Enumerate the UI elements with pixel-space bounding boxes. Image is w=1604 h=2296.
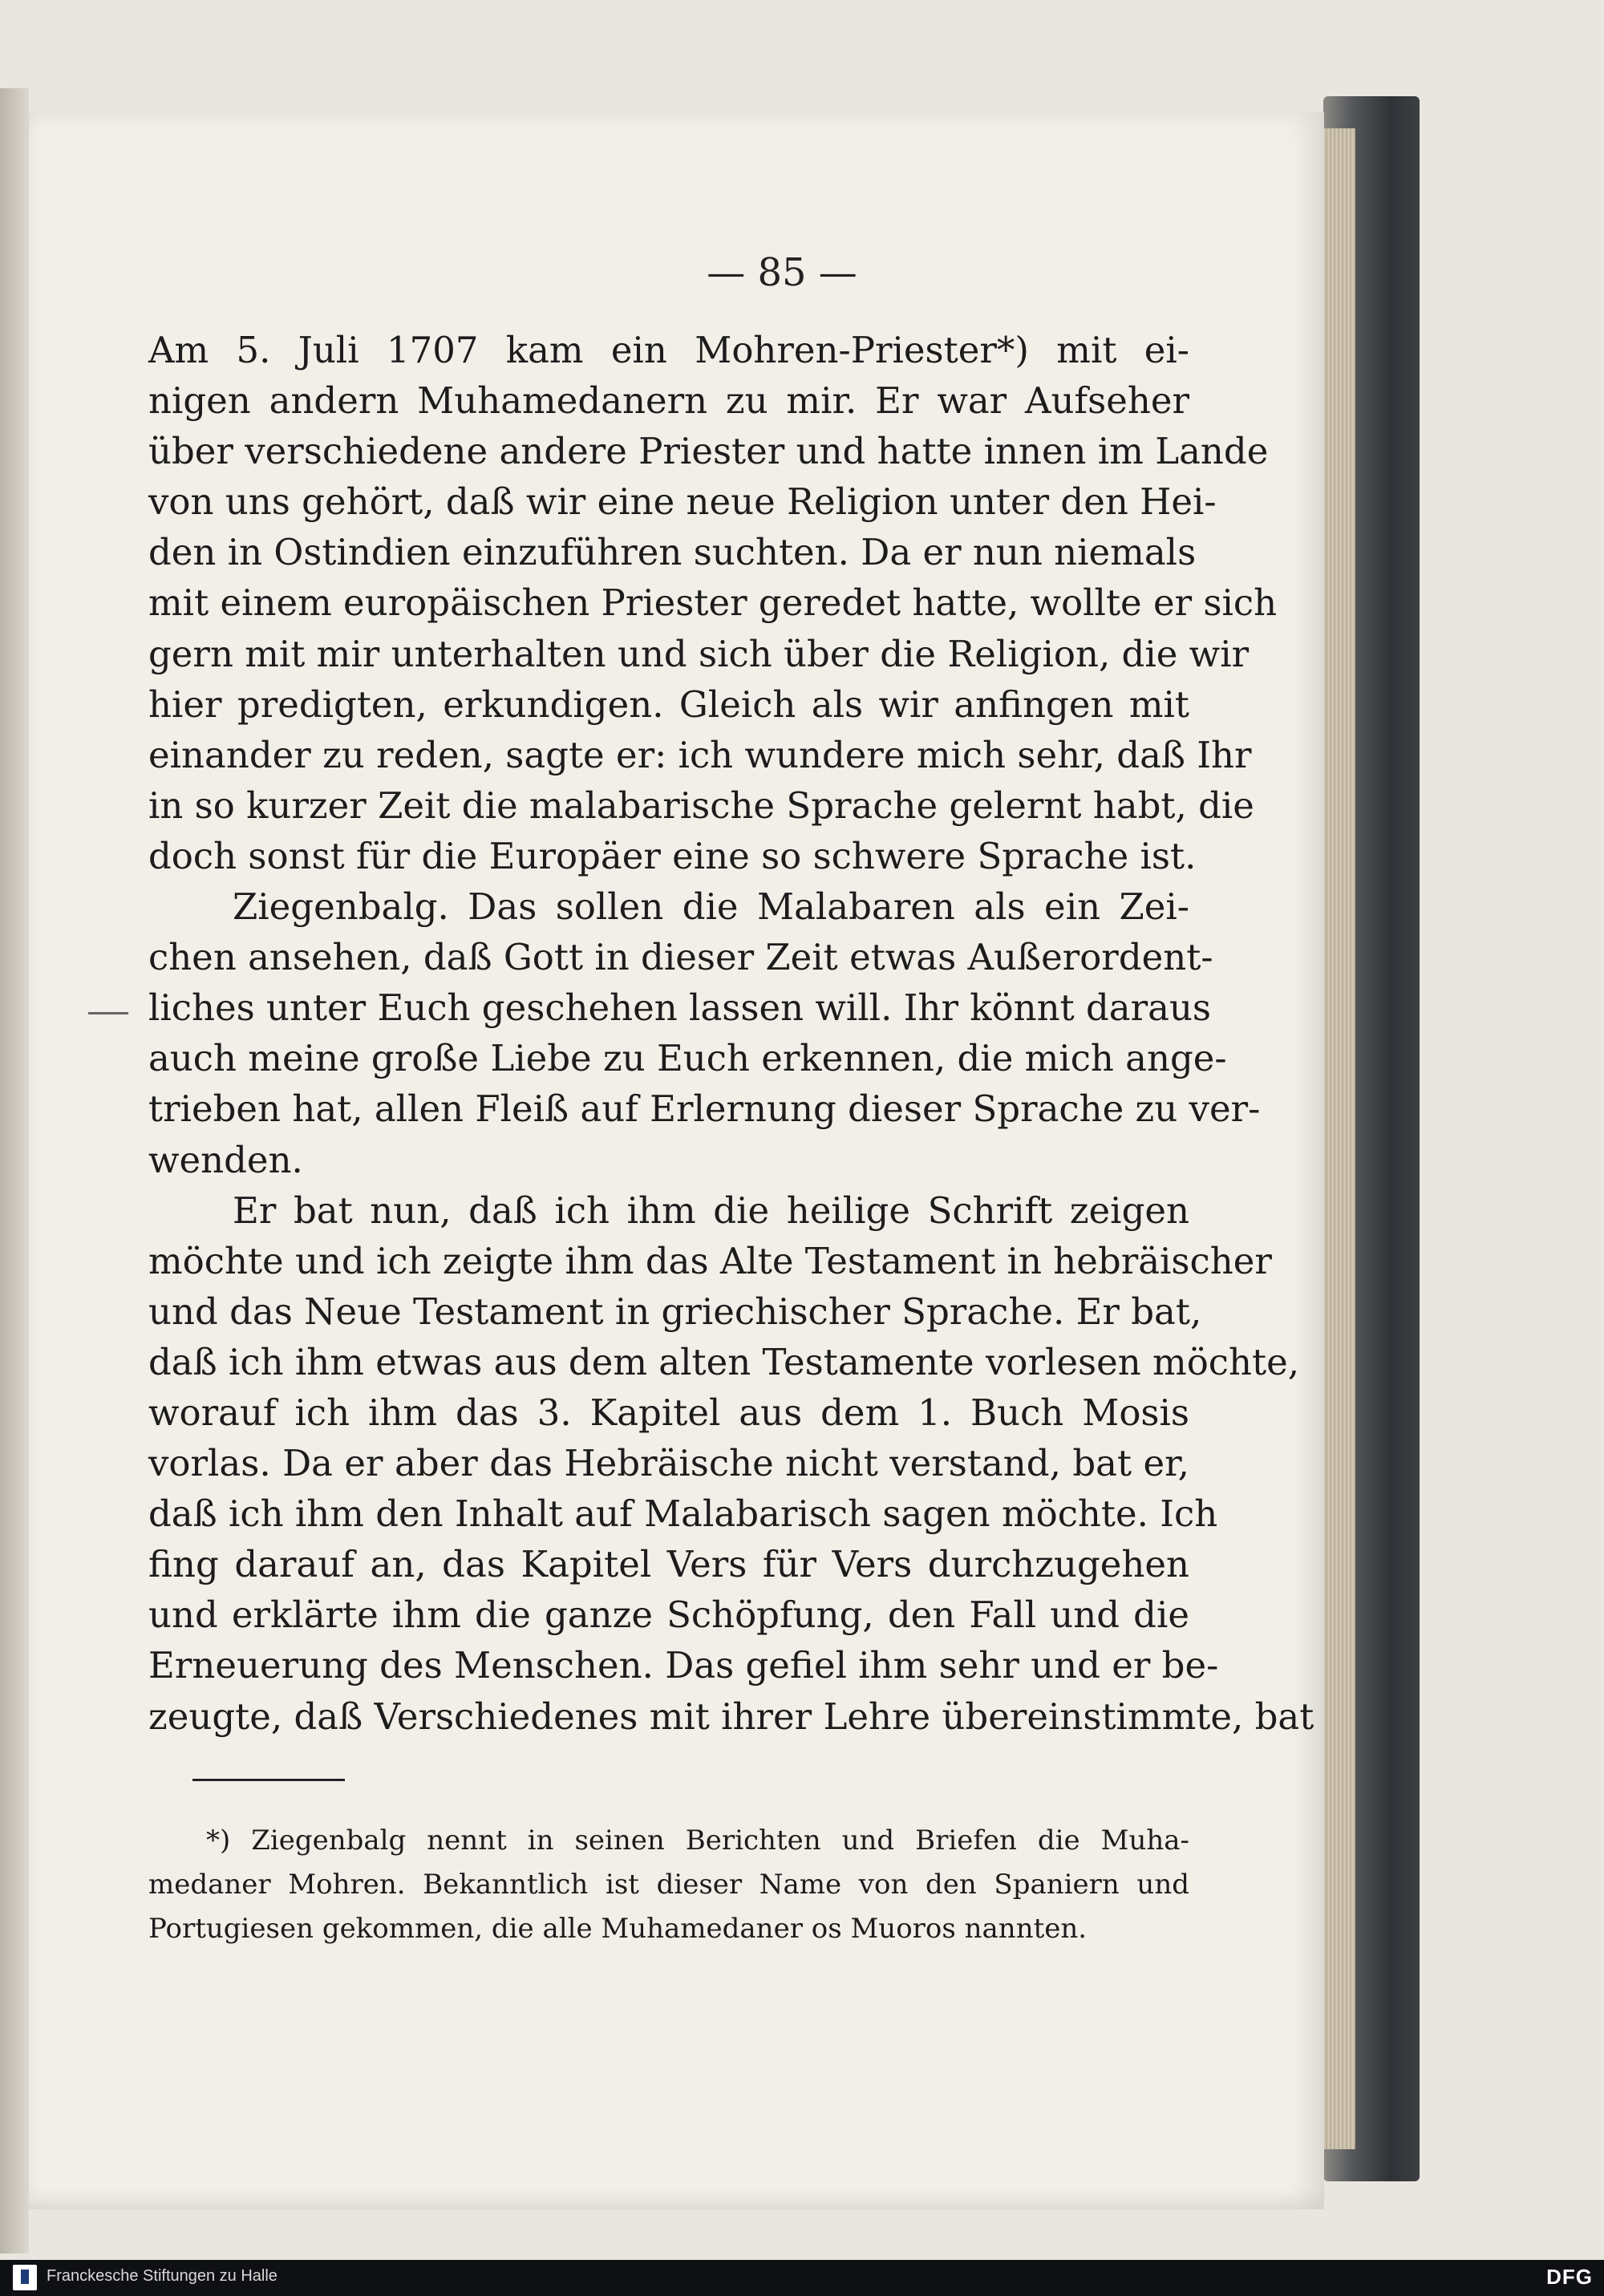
text-line: daß ich ihm etwas aus dem alten Testamente vorlesen möchte, (148, 1340, 1300, 1383)
main-text (148, 325, 1314, 1742)
text-line: den in Ostindien einzuführen suchten. Da er nun niemals (148, 531, 1197, 574)
footnote-line: *) Ziegenbalg nennt in seinen Berichten und Briefen die Muha- (206, 1824, 1189, 1857)
text-line: gern mit mir unterhalten und sich über die Religion, die wir (148, 632, 1250, 675)
text-line: einander zu reden, sagte er: ich wundere mich sehr, daß Ihr (148, 733, 1252, 776)
text-line: nigen andern Muhamedanern zu mir. Er war Aufseher (148, 379, 1189, 423)
text-line: und erklärte ihm die ganze Schöpfung, den Fall und die (148, 1593, 1189, 1637)
text-line: worauf ich ihm das 3. Kapitel aus dem 1. Buch Mosis (148, 1391, 1189, 1434)
text-line: in so kurzer Zeit die malabarische Sprache gelernt habt, die (148, 784, 1254, 827)
margin-mark (88, 1012, 128, 1014)
institution-logo-icon (13, 2265, 37, 2290)
text-line: vorlas. Da er aber das Hebräische nicht verstand, bat er, (148, 1442, 1189, 1485)
viewer-footer-bar (0, 2260, 1604, 2296)
text-line: Erneuerung des Menschen. Das gefiel ihm sehr und er be- (148, 1644, 1219, 1687)
text-line: doch sonst für die Europäer eine so schwere Sprache ist. (148, 834, 1197, 877)
text-line: und das Neue Testament in griechischer Sprache. Er bat, (148, 1290, 1202, 1333)
text-line: über verschiedene andere Priester und hatte innen im Lande (148, 430, 1269, 473)
text-line: Am 5. Juli 1707 kam ein Mohren-Priester*) mit ei- (148, 329, 1189, 371)
institution-name: Franckesche Stiftungen zu Halle (47, 2267, 277, 2285)
text-line: auch meine große Liebe zu Euch erkennen, die mich ange- (148, 1037, 1227, 1080)
text-line: von uns gehört, daß wir eine neue Religion unter den Hei- (148, 480, 1217, 524)
text-line: mit einem europäischen Priester geredet hatte, wollte er sich (148, 581, 1278, 625)
footnote-rule (192, 1779, 345, 1781)
text-line: Er bat nun, daß ich ihm die heilige Schrift zeigen (233, 1188, 1189, 1232)
text-line: wenden. (148, 1138, 303, 1181)
text-line: möchte und ich zeigte ihm das Alte Testament in hebräischer (148, 1239, 1272, 1282)
facing-page-edge (0, 88, 29, 2253)
footnote (148, 1819, 1189, 1951)
text-line: chen ansehen, daß Gott in dieser Zeit etwas Außerordent- (148, 936, 1213, 979)
page-number: — 85 — (707, 250, 857, 295)
text-line: fing darauf an, das Kapitel Vers für Vers durchzugehen (148, 1543, 1189, 1586)
text-line: trieben hat, allen Fleiß auf Erlernung dieser Sprache zu ver- (148, 1087, 1261, 1131)
dfg-badge: DFG (1546, 2265, 1593, 2289)
text-line: hier predigten, erkundigen. Gleich als wir anfingen mit (148, 682, 1189, 726)
text-line: zeugte, daß Verschiedenes mit ihrer Lehre übereinstimmte, bat (148, 1695, 1314, 1738)
text-line: liches unter Euch geschehen lassen will. Ihr könnt daraus (148, 986, 1212, 1030)
text-line: daß ich ihm den Inhalt auf Malabarisch sagen möchte. Ich (148, 1492, 1218, 1536)
footnote-line: medaner Mohren. Bekanntlich ist dieser Name von den Spaniern und (148, 1869, 1189, 1901)
footnote-line: Portugiesen gekommen, die alle Muhamedaner os Muoros nannten. (148, 1913, 1088, 1945)
text-line: Ziegenbalg. Das sollen die Malabaren als ein Zei- (233, 885, 1189, 929)
